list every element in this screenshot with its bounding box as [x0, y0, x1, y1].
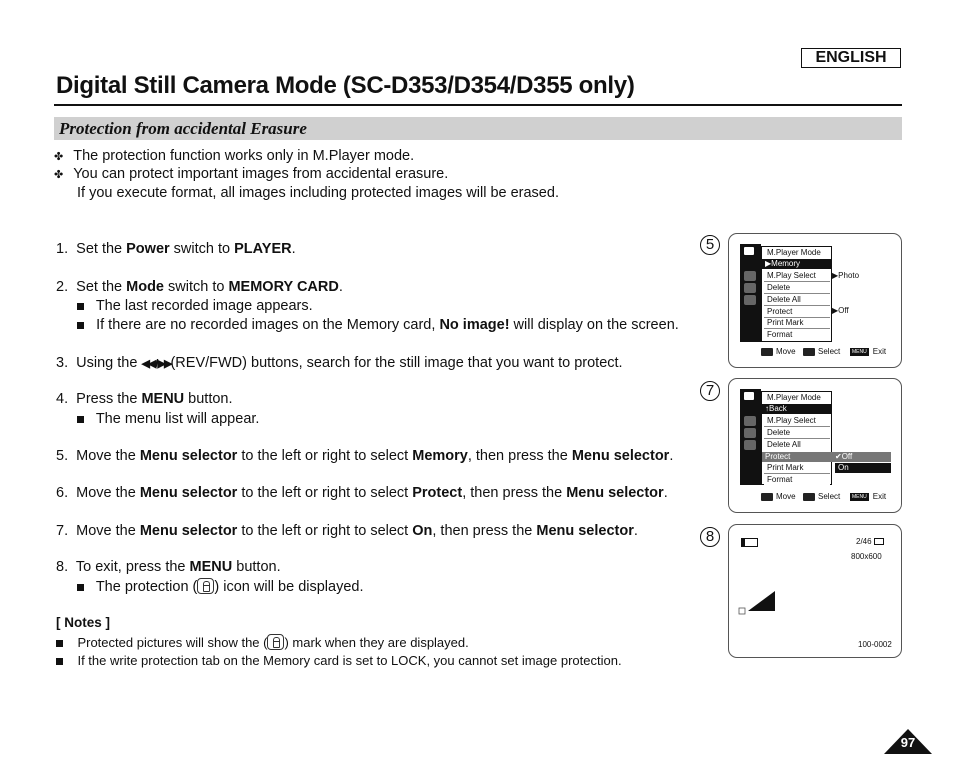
intro-bullet-1: ✤ The protection function works only in M.Player mode. — [54, 148, 415, 164]
settings-gear-icon — [744, 440, 756, 450]
page-number: 97 — [900, 735, 916, 750]
step-2-sub-2: If there are no recorded images on the Memory card, No image! will display on the screen. — [77, 317, 679, 333]
note-2: If the write protection tab on the Memory card is set to LOCK, you cannot set image protection. — [56, 653, 622, 668]
square-bullet-icon — [77, 322, 84, 329]
move-icon — [761, 348, 773, 356]
footer-move: Move — [761, 492, 796, 501]
step-3: 3. Using the ◀◀ / ▶▶(REV/FWD) buttons, search for the still image that you want to protect. — [56, 355, 623, 371]
menu-item-mplay-select: M.Play Select — [764, 271, 830, 282]
square-bullet-icon — [56, 658, 63, 665]
rev-fwd-icon: ◀◀ / ▶▶ — [141, 358, 171, 370]
cross-bullet-icon: ✤ — [54, 151, 64, 163]
option-off[interactable]: ✔Off — [832, 452, 891, 462]
menu-item-protect-selected: Protect — [762, 452, 833, 462]
camera-icon — [744, 428, 756, 438]
page-title: Digital Still Camera Mode (SC-D353/D354/D355 only) — [56, 72, 635, 99]
menu-item-mplay-select: M.Play Select — [764, 416, 830, 427]
screen-5-label: 5 — [700, 235, 720, 255]
screen-7-label: 7 — [700, 381, 720, 401]
step-4-sub-1: The menu list will appear. — [77, 411, 259, 427]
menu-item-delete: Delete — [764, 428, 830, 439]
language-label: ENGLISH — [801, 48, 901, 68]
menu-item-format: Format — [764, 475, 830, 485]
menu-item-delete-all: Delete All — [764, 295, 830, 306]
step-4: 4. Press the MENU button. — [56, 391, 233, 407]
menu-item-format: Format — [764, 330, 830, 340]
intro-bullet-2: ✤ You can protect important images from accidental erasure. — [54, 166, 449, 182]
camera-icon — [744, 283, 756, 293]
cross-bullet-icon: ✤ — [54, 169, 64, 181]
square-bullet-icon — [77, 303, 84, 310]
menu-button-icon: MENU — [852, 493, 867, 500]
menu-item-mplayer-mode: M.Player Mode — [764, 393, 830, 403]
menu-item-delete: Delete — [764, 283, 830, 294]
memory-icon — [744, 271, 756, 281]
step-2: 2. Set the Mode switch to MEMORY CARD. — [56, 279, 343, 295]
step-8-sub-1: The protection ( ) icon will be displayed. — [77, 578, 364, 595]
option-on[interactable]: On — [835, 463, 891, 473]
footer-select: Select — [803, 492, 840, 501]
file-number: 100-0002 — [858, 640, 892, 649]
menu-button-icon: MENU — [852, 348, 867, 355]
step-8: 8. To exit, press the MENU button. — [56, 559, 281, 575]
submenu-photo: ▶Photo — [832, 271, 860, 280]
screen-8 — [728, 524, 902, 658]
move-icon — [761, 493, 773, 501]
memory-card-icon — [874, 538, 884, 545]
play-mode-icon — [743, 246, 755, 256]
notes-heading: [ Notes ] — [56, 615, 110, 630]
step-6: 6. Move the Menu selector to the left or right to select Protect, then press the Menu selector. — [56, 485, 668, 501]
select-icon — [803, 493, 815, 501]
page-number-badge — [884, 729, 932, 754]
screen-5-icon-column — [740, 244, 761, 342]
screen-8-label: 8 — [700, 527, 720, 547]
select-icon — [803, 348, 815, 356]
step-2-sub-1: The last recorded image appears. — [77, 298, 313, 314]
protection-icon — [197, 578, 214, 594]
step-7: 7. Move the Menu selector to the left or right to select On, then press the Menu selector. — [56, 523, 638, 539]
screen-5 — [728, 233, 902, 368]
menu-item-print-mark: Print Mark — [764, 463, 830, 474]
intro-bullet-2-cont: If you execute format, all images including protected images will be erased. — [77, 185, 559, 201]
square-bullet-icon — [77, 584, 84, 591]
step-1: 1. Set the Power switch to PLAYER. — [56, 241, 296, 257]
image-counter: 2/46 — [856, 537, 884, 547]
title-divider — [54, 104, 902, 106]
section-band — [54, 117, 902, 140]
step-5: 5. Move the Menu selector to the left or right to select Memory, then press the Menu selector. — [56, 448, 674, 464]
menu-item-protect: Protect — [764, 307, 830, 318]
note-1: Protected pictures will show the ( ) mark when they are displayed. — [56, 634, 469, 650]
footer-select: Select — [803, 347, 840, 356]
section-title: Protection from accidental Erasure — [59, 119, 307, 138]
square-bullet-icon — [56, 640, 63, 647]
battery-icon — [741, 538, 758, 547]
footer-exit: MENU Exit — [852, 347, 887, 356]
menu-item-back[interactable]: ↑Back — [762, 404, 832, 414]
protection-mark-icon — [267, 634, 284, 650]
submenu-off: ▶Off — [832, 306, 849, 315]
menu-item-delete-all: Delete All — [764, 440, 830, 450]
menu-item-print-mark: Print Mark — [764, 318, 830, 329]
footer-move: Move — [761, 347, 796, 356]
menu-item-memory: ▶Memory — [762, 259, 832, 269]
menu-item-mplayer-mode: M.Player Mode — [764, 248, 830, 258]
screen-7 — [728, 378, 902, 513]
protection-mark-icon — [738, 591, 778, 617]
play-mode-icon — [743, 391, 755, 401]
memory-icon — [744, 416, 756, 426]
footer-exit: MENU Exit — [852, 492, 887, 501]
image-resolution: 800x600 — [851, 552, 882, 561]
square-bullet-icon — [77, 416, 84, 423]
settings-gear-icon — [744, 295, 756, 305]
